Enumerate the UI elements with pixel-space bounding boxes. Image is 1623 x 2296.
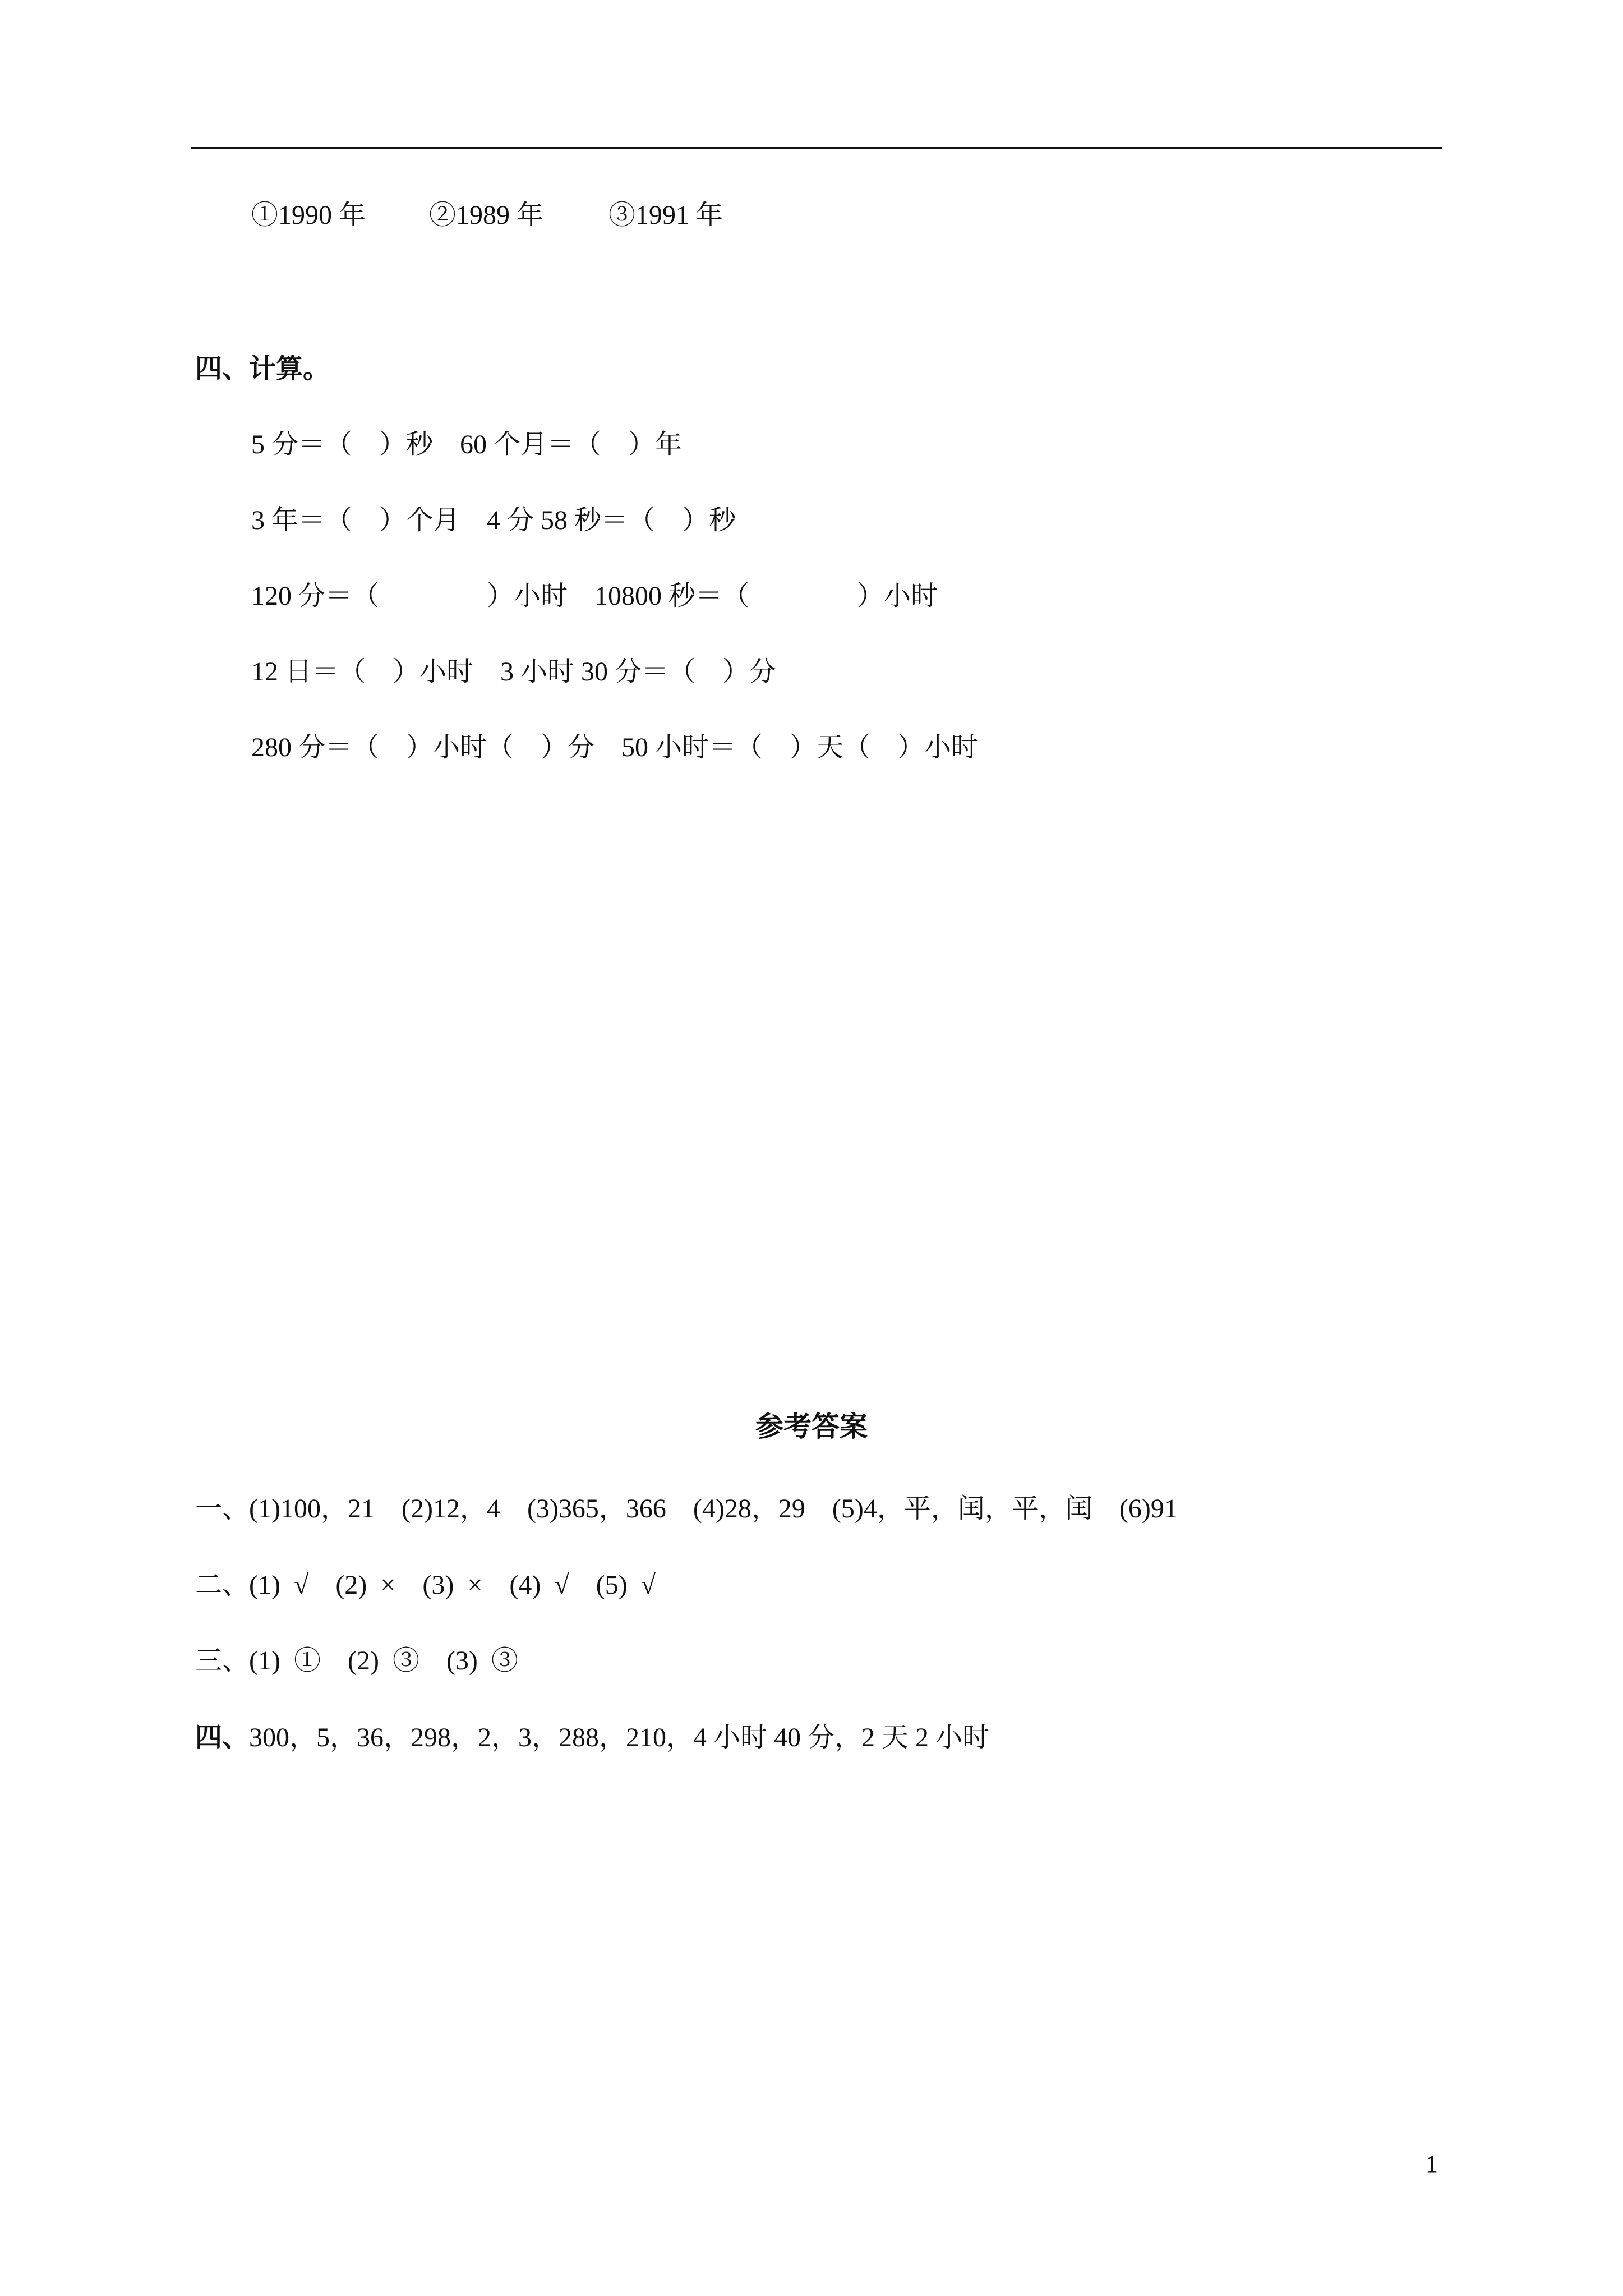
calc-row-5: 280 分＝（ ）小时（ ）分 50 小时＝（ ）天（ ）小时 bbox=[251, 733, 979, 762]
answers-title: 参考答案 bbox=[755, 1411, 868, 1442]
calc-row-1: 5 分＝（ ）秒 60 个月＝（ ）年 bbox=[251, 430, 683, 459]
answer-line-2: 二、(1) √ (2) × (3) × (4) √ (5) √ bbox=[195, 1570, 656, 1600]
section-4-heading: 四、计算。 bbox=[195, 354, 330, 384]
calc-row-2: 3 年＝（ ）个月 4 分 58 秒＝（ ）秒 bbox=[251, 505, 736, 535]
answer-line-4 bbox=[195, 1721, 989, 1755]
answer-line-3: 三、(1) ① (2) ③ (3) ③ bbox=[195, 1646, 518, 1676]
answer-line-4-label: 四、 bbox=[195, 1723, 250, 1752]
calc-row-4: 12 日＝（ ）小时 3 小时 30 分＝（ ）分 bbox=[251, 657, 777, 687]
option-1991: ③1991 年 bbox=[608, 200, 723, 230]
option-1990: ①1990 年 bbox=[251, 200, 366, 230]
page-number: 1 bbox=[1426, 2150, 1438, 2178]
calc-row-3: 120 分＝（ ）小时 10800 秒＝（ ）小时 bbox=[251, 581, 938, 611]
header-rule bbox=[191, 147, 1442, 149]
option-1989: ②1989 年 bbox=[429, 200, 544, 230]
answer-line-1: 一、(1)100，21 (2)12，4 (3)365，366 (4)28，29 (5)4，平，闰，平，闰 (6)91 bbox=[195, 1494, 1178, 1524]
answer-line-4-text: 300，5，36，298，2，3，288，210，4 小时 40 分，2 天 2 小时 bbox=[249, 1723, 990, 1752]
